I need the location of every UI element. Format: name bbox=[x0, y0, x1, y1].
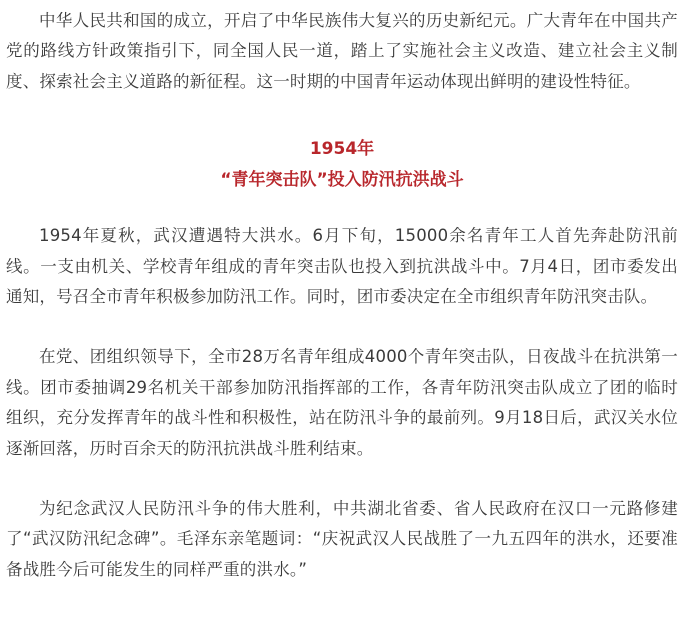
section-heading bbox=[6, 134, 678, 196]
paragraph-youth-teams: 在党、团组织领导下，全市28万名青年组成4000个青年突击队，日夜战斗在抗洪第一线。团市委抽调29名机关干部参加防汛指挥部的工作，各青年防汛突击队成立了团的临时组织，充分发挥青年的战斗性和积极性，站在防汛斗争的最前列。9月18日后，武汉关水位逐渐回落，历时百余天的防汛抗洪战斗胜利结束。 bbox=[6, 347, 678, 458]
intro-paragraph: 中华人民共和国的成立，开启了中华民族伟大复兴的历史新纪元。广大青年在中国共产党的路线方针政策指引下，同全国人民一道，踏上了实施社会主义改造、建立社会主义制度、探索社会主义道路的新征程。这一时期的中国青年运动体现出鲜明的建设性特征。 bbox=[6, 11, 678, 91]
paragraph-flood: 1954年夏秋，武汉遭遇特大洪水。6月下旬，15000余名青年工人首先奔赴防汛前线。一支由机关、学校青年组成的青年突击队也投入到抗洪战斗中。7月4日，团市委发出通知，号召全市青年积极参加防汛工作。同时，团市委决定在全市组织青年防汛突击队。 bbox=[6, 226, 678, 307]
section-year: 1954年 bbox=[309, 139, 375, 160]
article-body bbox=[6, 6, 678, 585]
paragraph-monument: 为纪念武汉人民防汛斗争的伟大胜利，中共湖北省委、省人民政府在汉口一元路修建了“武汉防汛纪念碑”。毛泽东亲笔题词：“庆祝武汉人民战胜了一九五四年的洪水，还要准备战胜今后可能发生的同样严重的洪水。” bbox=[6, 499, 678, 579]
paragraph-spacer bbox=[6, 312, 678, 342]
section-title: “青年突击队”投入防汛抗洪战斗 bbox=[220, 170, 464, 191]
paragraph-spacer bbox=[6, 464, 678, 494]
